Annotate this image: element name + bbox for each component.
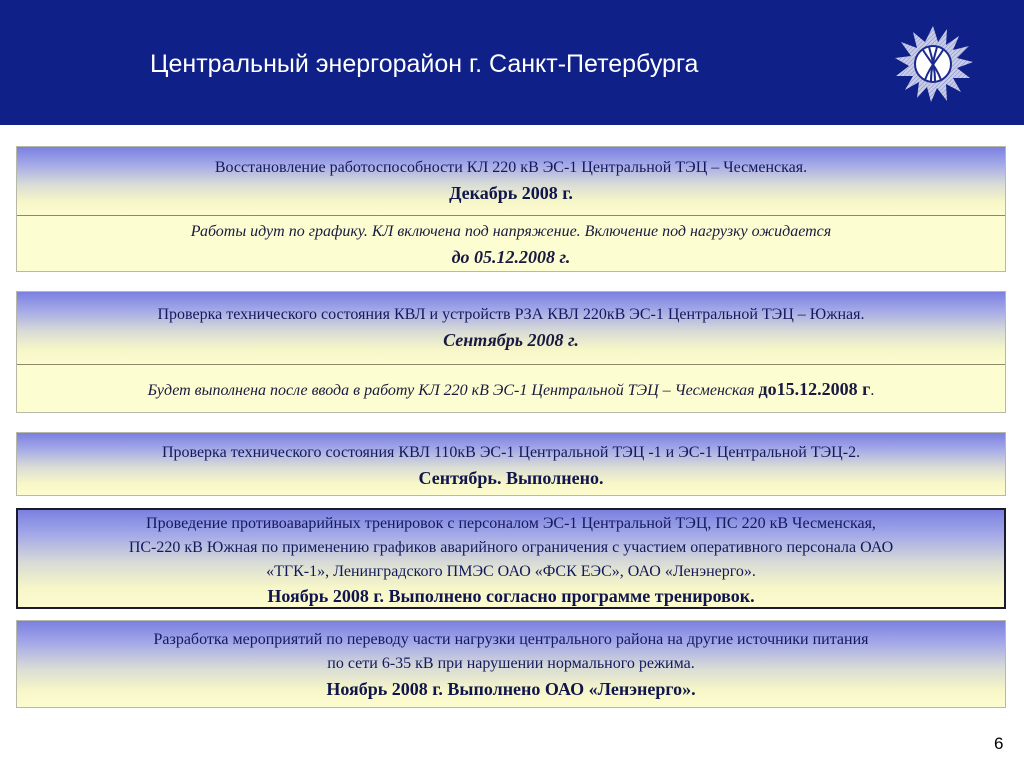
task-date: Декабрь 2008 г.: [449, 183, 573, 203]
task-title-line-1: Проведение противоаварийных тренировок с персоналом ЭС-1 Центральной ТЭЦ, ПС 220 кВ Чесменская,: [146, 515, 876, 532]
page-number: 6: [994, 734, 1004, 753]
task-title: Восстановление работоспособности КЛ 220 кВ ЭС-1 Центральной ТЭЦ – Чесменская.: [214, 159, 808, 176]
task-block-3: [16, 432, 1006, 496]
task-title-line-2: по сети 6-35 кВ при нарушении нормального режима.: [327, 655, 695, 672]
task-block-1-status: [17, 215, 1005, 271]
slide-header: [0, 0, 1024, 125]
task-date: Сентябрь 2008 г.: [443, 330, 579, 350]
task-title: Проверка технического состояния КВЛ 110кВ ЭС-1 Центральной ТЭЦ -1 и ЭС-1 Центральной ТЭЦ-2.: [161, 444, 861, 461]
task-status-text: [17, 377, 1005, 403]
task-block-1: [16, 146, 1006, 272]
task-title-line-1: Разработка мероприятий по переводу части нагрузки центрального района на другие источники питания: [153, 631, 869, 648]
task-block-1-header: [17, 147, 1005, 215]
task-block-2-status: [17, 364, 1005, 412]
task-status-deadline-date: 15.12.2008 г: [776, 379, 871, 399]
task-status-deadline-prefix: до: [758, 379, 777, 399]
task-status-end: .: [870, 382, 875, 399]
sun-energy-logo-icon: [890, 24, 976, 104]
task-block-2-header: [17, 292, 1005, 364]
task-date: Ноябрь 2008 г. Выполнено согласно программе тренировок.: [267, 586, 755, 606]
task-status-deadline: до 05.12.2008 г.: [451, 247, 571, 267]
task-status-text: Работы идут по графику. КЛ включена под напряжение. Включение под нагрузку ожидается: [190, 223, 832, 240]
slide-title: Центральный энергорайон г. Санкт-Петербурга: [150, 50, 699, 78]
task-block-5: [16, 620, 1006, 708]
task-title: Проверка технического состояния КВЛ и устройств РЗА КВЛ 220кВ ЭС-1 Центральной ТЭЦ – Южная.: [157, 306, 865, 323]
task-title-line-3: «ТГК-1», Ленинградского ПМЭС ОАО «ФСК ЕЭС», ОАО «Ленэнерго».: [266, 563, 756, 580]
task-block-4: [16, 508, 1006, 609]
task-block-2: [16, 291, 1006, 413]
task-date: Сентябрь. Выполнено.: [418, 468, 604, 488]
task-status-description: Будет выполнена после ввода в работу КЛ 220 кВ ЭС-1 Центральной ТЭЦ – Чесменская: [147, 382, 755, 399]
task-date: Ноябрь 2008 г. Выполнено ОАО «Ленэнерго».: [326, 679, 696, 699]
task-title-line-2: ПС-220 кВ Южная по применению графиков аварийного ограничения с участием оперативного персонала ОАО: [128, 539, 894, 556]
